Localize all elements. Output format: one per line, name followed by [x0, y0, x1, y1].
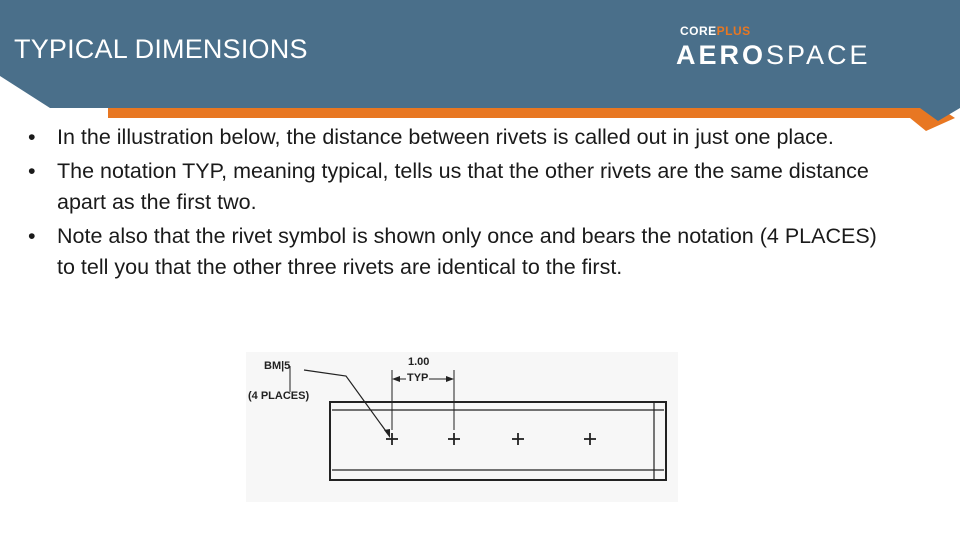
rivet-drawing	[246, 352, 678, 502]
rivet-symbol-label: BM|5	[264, 360, 291, 372]
dimension-note: TYP	[407, 372, 429, 384]
bullet-text: Note also that the rivet symbol is shown only once and bears the notation (4 PLACES) to tell you that the other three rivets are identical to the first.	[57, 224, 877, 279]
slide-content	[28, 122, 888, 286]
company-logo	[676, 22, 936, 72]
rivet-drawing-svg	[246, 352, 678, 502]
bullet-item	[28, 122, 888, 153]
places-label: (4 PLACES)	[248, 390, 310, 402]
bullet-item	[28, 221, 888, 283]
logo-subtitle	[680, 24, 751, 38]
logo-core: CORE	[680, 24, 717, 38]
logo-plus: PLUS	[716, 24, 751, 38]
header-banner	[0, 0, 960, 140]
logo-space: SPACE	[766, 40, 871, 70]
bullet-icon: •	[28, 159, 36, 183]
bullet-icon: •	[28, 125, 36, 149]
bullet-text: The notation TYP, meaning typical, tells us that the other rivets are the same distance apart as the first two.	[57, 159, 869, 214]
dimension-value: 1.00	[408, 356, 430, 368]
logo-aero: AERO	[676, 40, 767, 70]
slide-title: TYPICAL DIMENSIONS	[14, 34, 308, 64]
bullet-text: In the illustration below, the distance between rivets is called out in just one place.	[57, 125, 834, 149]
bullet-icon: •	[28, 224, 36, 248]
logo-wordmark	[676, 40, 871, 71]
bullet-item	[28, 156, 888, 218]
bullet-list	[28, 122, 888, 283]
